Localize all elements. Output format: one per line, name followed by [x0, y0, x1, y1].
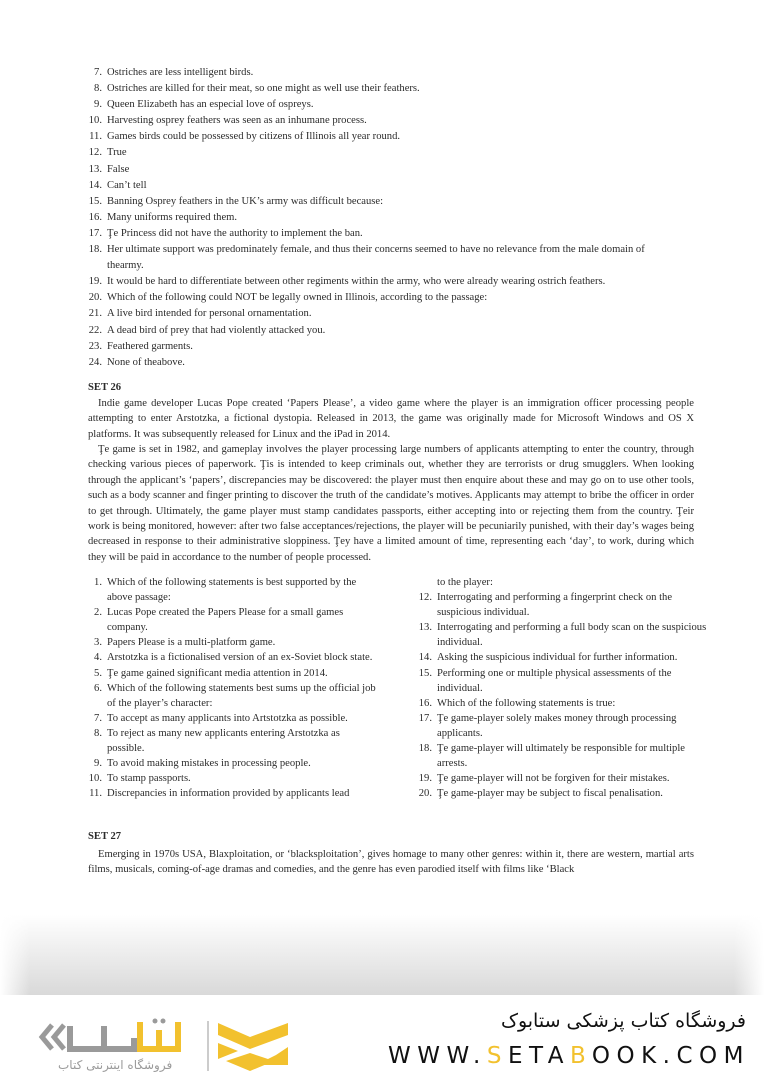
- chevron-emblem-icon: [218, 1023, 288, 1071]
- question-number: 15.: [88, 195, 102, 207]
- question-item: [84, 323, 684, 339]
- question-text: Feathered garments.: [107, 340, 193, 352]
- question-number: 10.: [88, 773, 102, 785]
- question-text: Many uniforms required them.: [107, 211, 238, 223]
- question-item: [84, 786, 379, 801]
- question-number: 2.: [94, 607, 102, 619]
- question-text: Arstotzka is a fictionalised version of an ex-Soviet block state.: [107, 652, 373, 664]
- question-item: [84, 162, 684, 178]
- question-text: A dead bird of prey that had violently attacked you.: [107, 324, 326, 336]
- question-item: [84, 145, 684, 161]
- question-text: Ostriches are less intelligent birds.: [107, 67, 254, 78]
- question-text: False: [107, 163, 130, 175]
- question-item: [84, 635, 379, 650]
- question-continuation: to the player:: [437, 577, 493, 588]
- question-text: Interrogating and performing a full body scan on the suspicious individual.: [437, 622, 707, 649]
- question-number: 11.: [89, 788, 102, 800]
- question-number: 23.: [88, 340, 102, 352]
- question-item: [414, 620, 714, 650]
- url-part: WWW.: [387, 1043, 487, 1069]
- question-number: 8.: [94, 727, 102, 739]
- question-item: [414, 650, 714, 665]
- set-26-heading: SET 26: [88, 382, 122, 393]
- question-item: [84, 681, 379, 711]
- set-26-paragraph-2: Ţe game is set in 1982, and gameplay involves the player processing large numbers of applicants attempting to enter the country, through checking various pieces of paperwork. Ţis is intended to keep criminals out, whether they are terrorists or drug smugglers. When looking through the applicant’s ‘papers’, discrepancies may be discovered: the player must then enquire about these and may go on to use other tools, such as a body scanner and finger printing to discover the truth of the candidate’s motives. Applicants may attempt to bribe the officer in order to get through. Ultimately, the game player must stamp candidates passports, either accepting into or rejecting them from the country. Ţeir work is being monitored, however: after two false acceptances/rejections, the player will be pecuniarily punished, with their day’s wages being decreased in response to their administrative sloppiness. Ţey have a limited amount of time, representing each ‘day’, to work, during which they will be paid in accordance to the number of people processed.: [88, 444, 695, 563]
- question-text: Can’t tell: [107, 179, 147, 191]
- question-item: [84, 226, 684, 242]
- set-26-questions-right-column: [414, 575, 714, 801]
- question-text: Ţe game-player may be subject to fiscal penalisation.: [437, 788, 663, 800]
- question-item: [414, 771, 714, 786]
- question-item: [414, 696, 714, 711]
- question-item: [84, 210, 684, 226]
- question-item: [84, 97, 684, 113]
- question-text: Ţe game-player will ultimately be responsible for multiple arrests.: [437, 743, 685, 770]
- double-chevron-icon: [42, 1025, 64, 1049]
- page-bottom-shadow: [0, 915, 764, 995]
- question-number: 13.: [418, 622, 432, 634]
- question-number: 7.: [94, 67, 102, 78]
- question-number: 21.: [88, 308, 102, 320]
- logo-subtitle: فروشگاه اینترنتی کتاب: [58, 1058, 173, 1072]
- shadow-edge-right: [734, 915, 764, 995]
- question-text: Harvesting osprey feathers was seen as an inhumane process.: [107, 115, 367, 127]
- question-text: Which of the following statements is best supported by the above passage:: [107, 577, 357, 604]
- question-text: Ţe game-player will not be forgiven for their mistakes.: [437, 773, 670, 785]
- question-number: 14.: [88, 179, 102, 191]
- question-number: 8.: [94, 83, 102, 95]
- shadow-edge-left: [0, 915, 30, 995]
- question-text: Performing one or multiple physical assessments of the individual.: [437, 667, 672, 694]
- question-item: [84, 756, 379, 771]
- question-number: 17.: [418, 712, 432, 724]
- question-item: [84, 666, 379, 681]
- question-text: Which of the following statements best sums up the official job of the player’s character:: [107, 682, 376, 709]
- question-text: Lucas Pope created the Papers Please for a small games company.: [107, 607, 344, 634]
- question-number: 10.: [88, 115, 102, 127]
- question-text: Banning Osprey feathers in the UK’s army was difficult because:: [107, 195, 384, 207]
- question-number: 16.: [88, 211, 102, 223]
- question-text: Interrogating and performing a fingerprint check on the suspicious individual.: [437, 592, 673, 619]
- question-text: Which of the following could NOT be legally owned in Illinois, according to the passage:: [107, 292, 488, 304]
- question-item: [84, 726, 379, 756]
- store-url-link[interactable]: [388, 1043, 750, 1069]
- question-number: 18.: [88, 244, 102, 256]
- question-text: To avoid making mistakes in processing people.: [107, 758, 311, 770]
- question-item: [84, 274, 684, 290]
- question-item: [84, 129, 684, 145]
- question-item: [84, 113, 684, 129]
- question-text: None of theabove.: [107, 356, 185, 368]
- question-number: 5.: [94, 667, 102, 679]
- question-text: Papers Please is a multi-platform game.: [107, 637, 276, 649]
- question-text: Queen Elizabeth has an especial love of ospreys.: [107, 99, 314, 111]
- question-text: Her ultimate support was predominately female, and thus their concerns seemed to have no relevance from the male domain of thearmy.: [107, 244, 645, 272]
- question-number: 9.: [94, 99, 102, 111]
- set-27-heading: SET 27: [88, 831, 122, 842]
- question-number: 12.: [418, 592, 432, 604]
- question-text: Ţe game-player solely makes money through processing applicants.: [437, 712, 677, 739]
- question-text: A live bird intended for personal ornamentation.: [107, 308, 312, 320]
- question-number: 7.: [94, 712, 102, 724]
- url-highlight: B: [570, 1043, 592, 1069]
- url-part: ETA: [507, 1043, 571, 1069]
- url-part: OOK.COM: [591, 1043, 750, 1069]
- question-number: 20.: [418, 788, 432, 800]
- question-text: True: [107, 147, 127, 159]
- question-item: [414, 666, 714, 696]
- question-text: To accept as many applicants into Artstotzka as possible.: [107, 712, 348, 724]
- question-item: [84, 194, 684, 210]
- question-item: [84, 650, 379, 665]
- question-item: [84, 306, 684, 322]
- set-27-paragraph-1: Emerging in 1970s USA, Blaxploitation, or ‘blacksploitation’, gives homage to many other genres: within it, there are western, martial arts films, musicals, coming-of-age dramas and comedies, and the genre has even parodied itself with films like ‘Black: [88, 849, 694, 876]
- set-26-questions-left-column: [84, 575, 379, 801]
- question-item: [84, 242, 684, 274]
- question-item: [84, 355, 684, 371]
- question-number: 1.: [94, 577, 102, 588]
- question-number: 18.: [418, 743, 432, 755]
- logo-wordmark: [70, 1029, 134, 1049]
- question-number: 11.: [89, 131, 102, 143]
- question-number: 12.: [88, 147, 102, 159]
- question-item: [84, 605, 379, 635]
- question-text: Ţe Princess did not have the authority to implement the ban.: [107, 227, 363, 239]
- question-number: 6.: [94, 682, 102, 694]
- question-item: [84, 711, 379, 726]
- question-text: To reject as many new applicants entering Arstotzka as possible.: [107, 727, 340, 755]
- question-number: 17.: [88, 227, 102, 239]
- question-number: 22.: [88, 324, 102, 336]
- question-item: [84, 339, 684, 355]
- question-text: Ostriches are killed for their meat, so one might as well use their feathers.: [107, 83, 420, 95]
- question-item: [84, 771, 379, 786]
- question-text: It would be hard to differentiate between other regiments within the army, who were already wearing ostrich feathers.: [107, 276, 606, 288]
- question-item: [84, 81, 684, 97]
- store-title: فروشگاه کتاب پزشکی ستابوک: [500, 1010, 746, 1032]
- question-item: [414, 741, 714, 771]
- question-item: [414, 786, 714, 801]
- question-number: 4.: [94, 652, 102, 664]
- question-text: To stamp passports.: [107, 773, 191, 785]
- question-item: [84, 290, 684, 306]
- question-text: Games birds could be possessed by citizens of Illinois all year round.: [107, 131, 401, 143]
- question-number: 20.: [88, 292, 102, 304]
- question-number: 15.: [418, 667, 432, 679]
- set-26-paragraph-1: Indie game developer Lucas Pope created ‘Papers Please’, a video game where the player is an immigration officer processing people attempting to enter Arstotzka, a fictional dystopia. Released in 2013, the game was originally made for Microsoft Windows and OS X platforms. It was subsequently released for Linux and the iPad in 2014.: [88, 398, 694, 440]
- question-list-previous-set: [84, 65, 684, 371]
- question-item: [84, 65, 684, 81]
- question-number: 3.: [94, 637, 102, 649]
- question-text: Asking the suspicious individual for further information.: [437, 652, 678, 664]
- question-item: [414, 711, 714, 741]
- question-text: Which of the following statements is true:: [437, 697, 616, 709]
- question-number: 13.: [88, 163, 102, 175]
- question-item: [414, 590, 714, 620]
- question-number: 19.: [88, 276, 102, 288]
- question-number: 19.: [418, 773, 432, 785]
- question-number: 16.: [418, 697, 432, 709]
- question-number: 9.: [94, 758, 102, 770]
- question-text: Discrepancies in information provided by applicants lead: [107, 788, 350, 800]
- url-highlight: S: [486, 1043, 508, 1069]
- question-text: Ţe game gained significant media attention in 2014.: [107, 667, 328, 679]
- question-number: 24.: [88, 356, 102, 368]
- question-number: 14.: [418, 652, 432, 664]
- question-item: [84, 178, 684, 194]
- question-item: [84, 575, 379, 605]
